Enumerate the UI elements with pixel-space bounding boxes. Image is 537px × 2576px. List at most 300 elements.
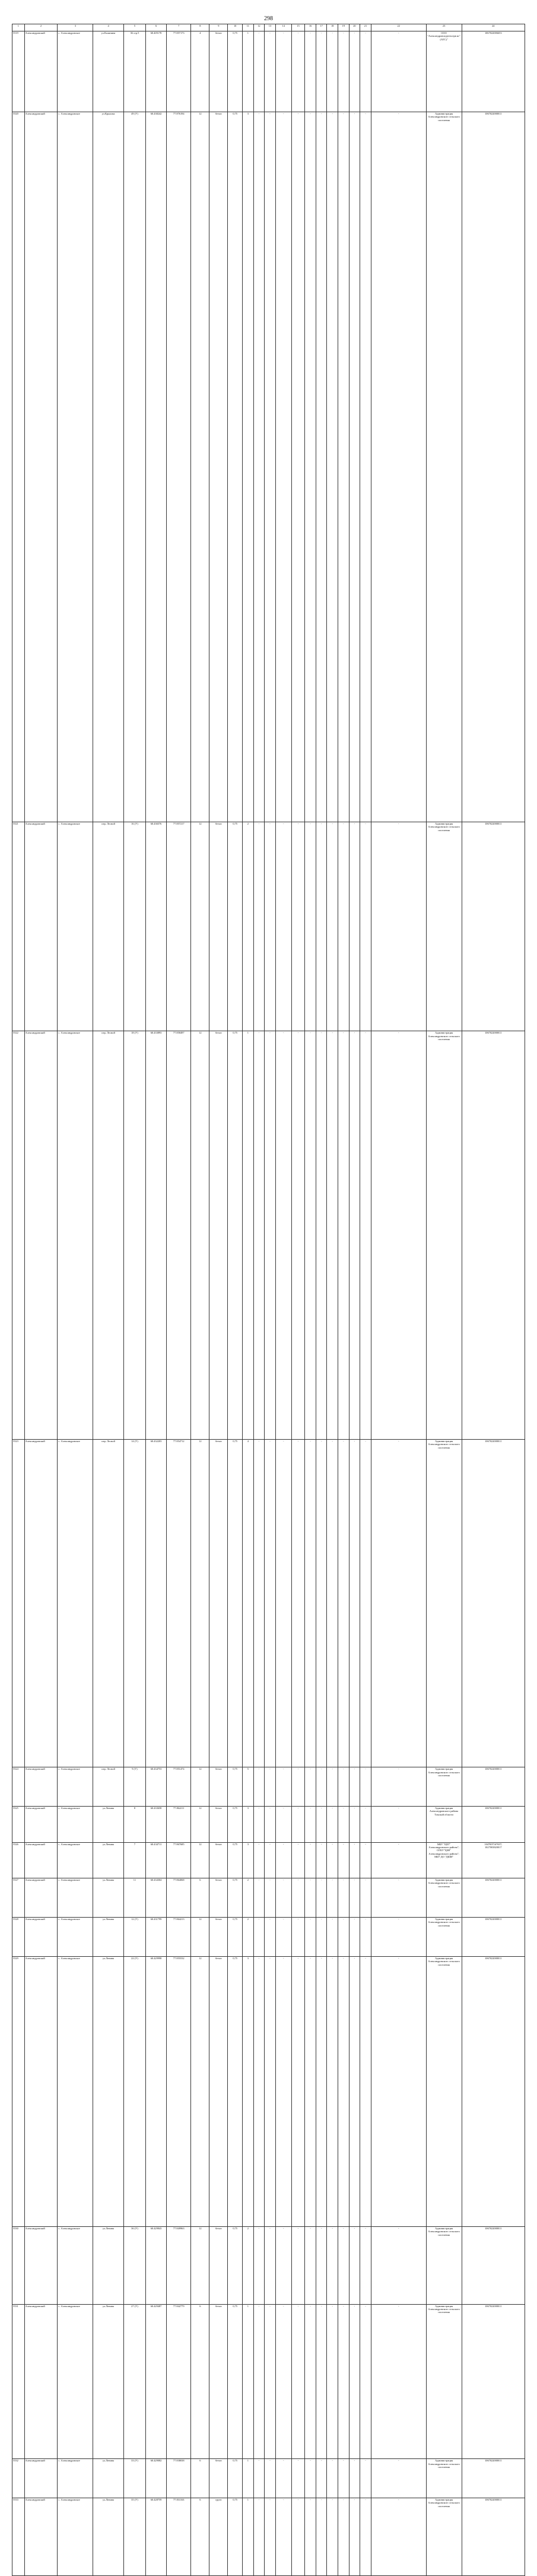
table-cell: - xyxy=(253,1807,265,1842)
table-cell: с. Александровское xyxy=(58,1842,93,1878)
table-cell: - xyxy=(265,1917,276,1956)
table-cell: - xyxy=(371,1917,426,1956)
table-cell: Александровский xyxy=(24,31,58,112)
table-cell: - xyxy=(371,822,426,1031)
table-cell: пер. Лесной xyxy=(93,822,124,1031)
table-cell: - xyxy=(360,1956,371,2226)
table-cell: 16 (У) xyxy=(123,822,145,1031)
table-cell: - xyxy=(338,1439,349,1767)
table-cell: - xyxy=(371,2226,426,2304)
table-row xyxy=(12,1767,525,1807)
table-cell: - xyxy=(316,1807,327,1842)
table-cell: бетон xyxy=(209,2304,228,2459)
table-cell: 77.842779 xyxy=(167,2304,191,2459)
table-cell: - xyxy=(338,822,349,1031)
table-cell: 77.862211 xyxy=(167,1807,191,1842)
table-cell: Александровский xyxy=(24,1956,58,2226)
table-cell: - xyxy=(253,112,265,822)
table-cell: 49 (У) xyxy=(123,112,145,822)
column-number: 6 xyxy=(146,24,167,31)
table-cell: 1067022000011 xyxy=(462,2226,525,2304)
column-number: 23 xyxy=(426,24,462,31)
table-cell: 12 xyxy=(191,1842,209,1878)
table-cell: - xyxy=(349,112,360,822)
table-cell: 0,75 xyxy=(228,822,243,1031)
table-cell: с. Александровское xyxy=(58,2459,93,2498)
table-cell: ул.Ленина xyxy=(93,2226,124,2304)
table-cell: - xyxy=(327,1031,338,1440)
table-cell: - xyxy=(253,1031,265,1440)
table-cell: Александровский xyxy=(24,2459,58,2498)
table-cell: ул.Ленина xyxy=(93,1956,124,2226)
table-cell: бетон xyxy=(209,1031,228,1440)
table-cell: 77.849963 xyxy=(167,2226,191,2304)
table-cell: - xyxy=(265,1956,276,2226)
table-cell: - xyxy=(305,1917,316,1956)
page-number: 298 xyxy=(264,15,273,22)
table-cell: Александровский xyxy=(24,1917,58,1956)
table-cell: с. Александровское xyxy=(58,822,93,1031)
table-cell: 1067022000011 xyxy=(462,2498,525,2576)
table-cell: 0,75 xyxy=(228,2304,243,2459)
table-cell: - xyxy=(275,1807,291,1842)
table-cell: - xyxy=(316,1956,327,2226)
table-cell: - xyxy=(349,1031,360,1440)
table-cell: с. Александровское xyxy=(58,2498,93,2576)
table-cell: Администрация Александровского сельского поселения xyxy=(426,2498,462,2576)
table-cell: с. Александровское xyxy=(58,1917,93,1956)
table-cell: с. Александровское xyxy=(58,31,93,112)
table-cell: 8 xyxy=(123,1807,145,1842)
table-cell: - xyxy=(349,2304,360,2459)
table-cell: 1047007167657; 1027003820017 xyxy=(462,1842,525,1878)
table-cell: - xyxy=(265,2459,276,2498)
table-cell: - xyxy=(371,1439,426,1767)
table-cell: 60.429487 xyxy=(146,2304,167,2459)
table-cell: 77.864068 xyxy=(167,1878,191,1918)
table-cell: 0,75 xyxy=(228,2459,243,2498)
table-cell: - xyxy=(316,1439,327,1767)
table-cell: 1067022000011 xyxy=(462,1439,525,1767)
table-cell: Александровский xyxy=(24,1878,58,1918)
table-cell: Администрация Александровского сельского поселения xyxy=(426,1878,462,1918)
table-cell: 77.858497 xyxy=(167,1031,191,1440)
table-cell: - xyxy=(360,2459,371,2498)
table-cell: 36 стр.5 xyxy=(123,31,145,112)
table-cell: - xyxy=(291,1842,305,1878)
table-cell: 1067022000011 xyxy=(462,1807,525,1842)
table-cell: - xyxy=(291,1439,305,1767)
table-row xyxy=(12,822,525,1031)
table-cell: Администрация Александровского сельского поселения xyxy=(426,2226,462,2304)
table-cell: ул.Ленина xyxy=(93,2459,124,2498)
table-cell: 5519 xyxy=(12,31,25,112)
table-cell: - xyxy=(291,2304,305,2459)
table-cell: 1 xyxy=(243,2304,254,2459)
table-cell: - xyxy=(305,2498,316,2576)
table-cell: - xyxy=(291,1807,305,1842)
table-cell: - xyxy=(316,112,327,822)
table-cell: бетон xyxy=(209,31,228,112)
table-cell: бетон xyxy=(209,1439,228,1767)
table-cell: - xyxy=(327,31,338,112)
table-cell: 1067022000011 xyxy=(462,2459,525,2498)
table-cell: 0,75 xyxy=(228,2498,243,2576)
table-cell: 4 xyxy=(243,1439,254,1767)
table-row xyxy=(12,1842,525,1878)
table-cell: - xyxy=(305,1878,316,1918)
table-cell: 3 xyxy=(243,112,254,822)
table-cell: - xyxy=(305,1807,316,1842)
table-cell: - xyxy=(275,112,291,822)
column-number: 19 xyxy=(338,24,349,31)
table-cell: - xyxy=(253,2459,265,2498)
table-cell: - xyxy=(253,1956,265,2226)
table-cell: - xyxy=(327,2304,338,2459)
table-cell: ул.Ленина xyxy=(93,1917,124,1956)
table-cell: - xyxy=(327,2226,338,2304)
table-cell: - xyxy=(371,112,426,822)
column-number: 13 xyxy=(265,24,276,31)
table-cell: - xyxy=(338,1031,349,1440)
table-cell: 0,75 xyxy=(228,1439,243,1767)
table-cell: - xyxy=(349,1807,360,1842)
table-cell: - xyxy=(360,1439,371,1767)
table-cell: - xyxy=(291,2226,305,2304)
table-cell: - xyxy=(291,112,305,822)
table-cell: 60.436576 xyxy=(146,822,167,1031)
table-cell: - xyxy=(371,2498,426,2576)
table-row xyxy=(12,2304,525,2459)
table-cell: 0,75 xyxy=(228,1956,243,2226)
table-cell: - xyxy=(291,1917,305,1956)
table-cell: - xyxy=(316,1878,327,1918)
table-cell: 33 (У) xyxy=(123,2459,145,2498)
table-cell: 77.867685 xyxy=(167,1842,191,1878)
table-cell: - xyxy=(253,2226,265,2304)
table-cell: с. Александровское xyxy=(58,2304,93,2459)
table-cell: с. Александровское xyxy=(58,2226,93,2304)
table-cell: - xyxy=(305,2459,316,2498)
table-cell: Александровский xyxy=(24,2304,58,2459)
table-cell: 60.429998 xyxy=(146,1956,167,2226)
table-cell: 3 xyxy=(243,1842,254,1878)
table-cell: - xyxy=(360,1767,371,1807)
table-cell: 0,75 xyxy=(228,1767,243,1807)
table-cell: - xyxy=(327,2498,338,2576)
table-cell: - xyxy=(275,1842,291,1878)
table-cell: 6 xyxy=(191,2459,209,2498)
table-cell: 11 xyxy=(123,1878,145,1918)
table-cell: 3 xyxy=(243,1956,254,2226)
table-cell: - xyxy=(291,1031,305,1440)
table-cell: - xyxy=(338,2459,349,2498)
table-cell: - xyxy=(360,1917,371,1956)
table-cell: 5521 xyxy=(12,822,25,1031)
table-cell: 0,75 xyxy=(228,31,243,112)
table-cell: - xyxy=(349,1767,360,1807)
table-cell: - xyxy=(371,1842,426,1878)
table-cell: бетон xyxy=(209,1917,228,1956)
table-cell: - xyxy=(275,2459,291,2498)
table-cell: - xyxy=(349,1956,360,2226)
table-cell: - xyxy=(265,1767,276,1807)
table-cell: - xyxy=(338,112,349,822)
table-cell: 0,75 xyxy=(228,1878,243,1918)
table-cell: 18 (У) xyxy=(123,1031,145,1440)
table-cell: Администрация Александровского сельского поселения xyxy=(426,2459,462,2498)
table-row xyxy=(12,2459,525,2498)
table-cell: - xyxy=(327,1767,338,1807)
table-cell: - xyxy=(275,2498,291,2576)
table-cell: 5523 xyxy=(12,1439,25,1767)
table-cell: - xyxy=(291,2459,305,2498)
table-cell: - xyxy=(338,2226,349,2304)
column-number: 24 xyxy=(462,24,525,31)
column-number: 2 xyxy=(24,24,58,31)
table-cell: бетон xyxy=(209,1842,228,1878)
table-cell: 77.857173 xyxy=(167,31,191,112)
table-cell: - xyxy=(316,1842,327,1878)
table-cell: - xyxy=(305,31,316,112)
table-row xyxy=(12,112,525,822)
table-cell: - xyxy=(275,31,291,112)
table-cell: 5530 xyxy=(12,2226,25,2304)
table-cell: 1067022000011 xyxy=(462,112,525,822)
table-cell: - xyxy=(338,1878,349,1918)
table-cell: - xyxy=(371,1878,426,1918)
table-cell: 12 xyxy=(191,1917,209,1956)
table-cell: 60.433893 xyxy=(146,1031,167,1440)
table-cell: 5528 xyxy=(12,1917,25,1956)
table-cell: 60.428759 xyxy=(146,2498,167,2576)
table-cell: - xyxy=(316,1031,327,1440)
table-cell: Администрация Александровского сельского поселения xyxy=(426,1917,462,1956)
table-cell: с. Александровское xyxy=(58,1767,93,1807)
table-cell: ул.Крылова xyxy=(93,112,124,822)
table-cell: - xyxy=(349,31,360,112)
table-cell: - xyxy=(253,1767,265,1807)
table-cell: - xyxy=(327,2459,338,2498)
table-cell: - xyxy=(360,1031,371,1440)
table-cell: - xyxy=(275,1956,291,2226)
table-cell: - xyxy=(349,2226,360,2304)
table-cell: 77.838038 xyxy=(167,2459,191,2498)
table-cell: Администрация Александровского сельского поселения xyxy=(426,2304,462,2459)
table-cell: - xyxy=(275,1031,291,1440)
table-cell: бетон xyxy=(209,1807,228,1842)
column-number: 5 xyxy=(123,24,145,31)
table-cell: - xyxy=(360,1807,371,1842)
table-cell: с. Александровское xyxy=(58,1956,93,2226)
table-cell: - xyxy=(316,1917,327,1956)
table-row xyxy=(12,1917,525,1956)
table-row xyxy=(12,1807,525,1842)
table-cell: Александровский xyxy=(24,822,58,1031)
table-cell: 0,75 xyxy=(228,2226,243,2304)
table-cell: - xyxy=(349,1842,360,1878)
table-cell: 27 (У) xyxy=(123,2304,145,2459)
table-cell: ООО "Александровскуртехсерв ис"(АТС)" xyxy=(426,31,462,112)
table-cell: ул.Ленина xyxy=(93,1842,124,1878)
table-cell: - xyxy=(338,1842,349,1878)
table-cell: 9 (У) xyxy=(123,1767,145,1807)
table-cell: - xyxy=(327,1878,338,1918)
table-cell: 0,75 xyxy=(228,1807,243,1842)
table-row xyxy=(12,1031,525,1440)
table-cell: 1 xyxy=(243,2459,254,2498)
table-cell: бетон xyxy=(209,2226,228,2304)
table-cell: 5 xyxy=(243,1767,254,1807)
table-cell: - xyxy=(291,2498,305,2576)
table-cell: 60.434753 xyxy=(146,1767,167,1807)
table-cell: пер. Лесной xyxy=(93,1767,124,1807)
table-cell: - xyxy=(305,2226,316,2304)
table-cell: - xyxy=(316,822,327,1031)
table-cell: 1 xyxy=(243,31,254,112)
table-cell: бетон xyxy=(209,1878,228,1918)
table-cell: 2 xyxy=(243,822,254,1031)
table-cell: 5532 xyxy=(12,2459,25,2498)
table-row xyxy=(12,31,525,112)
table-cell: - xyxy=(305,112,316,822)
table-cell: 12 xyxy=(191,1807,209,1842)
table-cell: 1067022000011 xyxy=(462,1878,525,1918)
table-cell: - xyxy=(360,1842,371,1878)
table-cell: 5531 xyxy=(12,2304,25,2459)
table-cell: - xyxy=(360,31,371,112)
table-cell: - xyxy=(275,1767,291,1807)
table-cell: бетон xyxy=(209,2459,228,2498)
table-cell: 1067022000011 xyxy=(462,1031,525,1440)
table-cell: ул.Ленина xyxy=(93,1878,124,1918)
table-cell: с. Александровское xyxy=(58,1807,93,1842)
table-cell: 1067022000011 xyxy=(462,1767,525,1807)
table-cell: - xyxy=(275,1878,291,1918)
table-cell: 14 (У) xyxy=(123,1439,145,1767)
table-cell: 35 (У) xyxy=(123,2498,145,2576)
table-cell: - xyxy=(371,2459,426,2498)
table-cell: - xyxy=(327,1807,338,1842)
table-cell: 12 xyxy=(191,1031,209,1440)
table-cell: - xyxy=(291,31,305,112)
table-cell: 77.854712 xyxy=(167,1439,191,1767)
column-number: 15 xyxy=(291,24,305,31)
table-cell: с. Александровское xyxy=(58,1878,93,1918)
table-cell: ул.Ленина xyxy=(93,2304,124,2459)
column-number: 3 xyxy=(58,24,93,31)
column-number: 12 xyxy=(253,24,265,31)
table-cell: - xyxy=(291,1767,305,1807)
table-cell: - xyxy=(349,2459,360,2498)
column-number: 16 xyxy=(305,24,316,31)
table-cell: - xyxy=(338,1956,349,2226)
table-cell: - xyxy=(265,2304,276,2459)
table-cell: с. Александровское xyxy=(58,1031,93,1440)
table-row xyxy=(12,2226,525,2304)
table-cell: 5524 xyxy=(12,1767,25,1807)
table-cell: 5527 xyxy=(12,1878,25,1918)
table-cell: - xyxy=(316,1767,327,1807)
table-cell: - xyxy=(327,1917,338,1956)
table-cell: 60.431799 xyxy=(146,1917,167,1956)
table-cell: 12 xyxy=(191,1956,209,2226)
table-row xyxy=(12,2498,525,2576)
table-cell: - xyxy=(360,112,371,822)
table-cell: 60.432203 xyxy=(146,1439,167,1767)
table-cell: 2 xyxy=(243,1917,254,1956)
table-cell: с. Александровское xyxy=(58,112,93,822)
table-cell: 3 xyxy=(243,1807,254,1842)
table-cell: Александровский xyxy=(24,112,58,822)
table-cell: 6 xyxy=(191,2498,209,2576)
table-cell: - xyxy=(305,1842,316,1878)
column-number: 21 xyxy=(360,24,371,31)
table-cell: Администрация Александровского сельского поселения xyxy=(426,1767,462,1807)
table-cell: - xyxy=(265,2226,276,2304)
table-cell: 12 xyxy=(191,1767,209,1807)
table-cell: - xyxy=(275,822,291,1031)
column-number: 7 xyxy=(167,24,191,31)
table-cell: - xyxy=(349,1439,360,1767)
column-number: 22 xyxy=(371,24,426,31)
table-cell: Администрация Александровского сельского поселения xyxy=(426,1439,462,1767)
table-cell: - xyxy=(316,31,327,112)
table-cell: - xyxy=(265,1842,276,1878)
table-cell: Администрация Александровского сельского поселения xyxy=(426,112,462,822)
table-cell: 0,75 xyxy=(228,1917,243,1956)
table-cell: 1067022000011 xyxy=(462,822,525,1031)
table-cell: 60.429082 xyxy=(146,2459,167,2498)
table-cell: 12 xyxy=(191,822,209,1031)
table-cell: МБУ "ЦБТ" Александровского района"; ОГКУ"ЦЗН" Александровского района"; МБУ ДО "ДШИ" xyxy=(426,1842,462,1878)
table-cell: Александровский xyxy=(24,1439,58,1767)
table-cell: 77.876194 xyxy=(167,112,191,822)
table-row xyxy=(12,1956,525,2226)
table-cell: - xyxy=(338,1767,349,1807)
table-cell: 0,75 xyxy=(228,112,243,822)
column-number: 8 xyxy=(191,24,209,31)
table-cell: - xyxy=(316,2498,327,2576)
table-cell: с. Александровское xyxy=(58,1439,93,1767)
table-cell: 12 (У) xyxy=(123,1917,145,1956)
table-cell: - xyxy=(265,31,276,112)
table-cell: 60.438242 xyxy=(146,112,167,822)
table-cell: - xyxy=(371,1767,426,1807)
table-cell: 1067022000011 xyxy=(462,1956,525,2226)
table-cell: 22 (У) xyxy=(123,1956,145,2226)
column-number: 11 xyxy=(243,24,254,31)
table-cell: 5522 xyxy=(12,1031,25,1440)
table-cell: Александровский xyxy=(24,1767,58,1807)
table-cell: - xyxy=(327,1842,338,1878)
table-cell: - xyxy=(265,1439,276,1767)
table-cell: 4 xyxy=(191,31,209,112)
table-cell: Администрация Александровского сельского поселения xyxy=(426,1956,462,2226)
table-cell: 1067022000011 xyxy=(462,2304,525,2459)
table-cell: 77.831163 xyxy=(167,2498,191,2576)
table-cell: - xyxy=(327,1956,338,2226)
table-cell: ул.Ленина xyxy=(93,2498,124,2576)
column-number: 20 xyxy=(349,24,360,31)
table-cell: - xyxy=(291,822,305,1031)
table-cell: 5520 xyxy=(12,112,25,822)
table-cell: - xyxy=(305,1956,316,2226)
table-cell: - xyxy=(265,2498,276,2576)
table-cell: - xyxy=(291,1956,305,2226)
table-cell: - xyxy=(253,1917,265,1956)
table-cell: Александровский xyxy=(24,2498,58,2576)
